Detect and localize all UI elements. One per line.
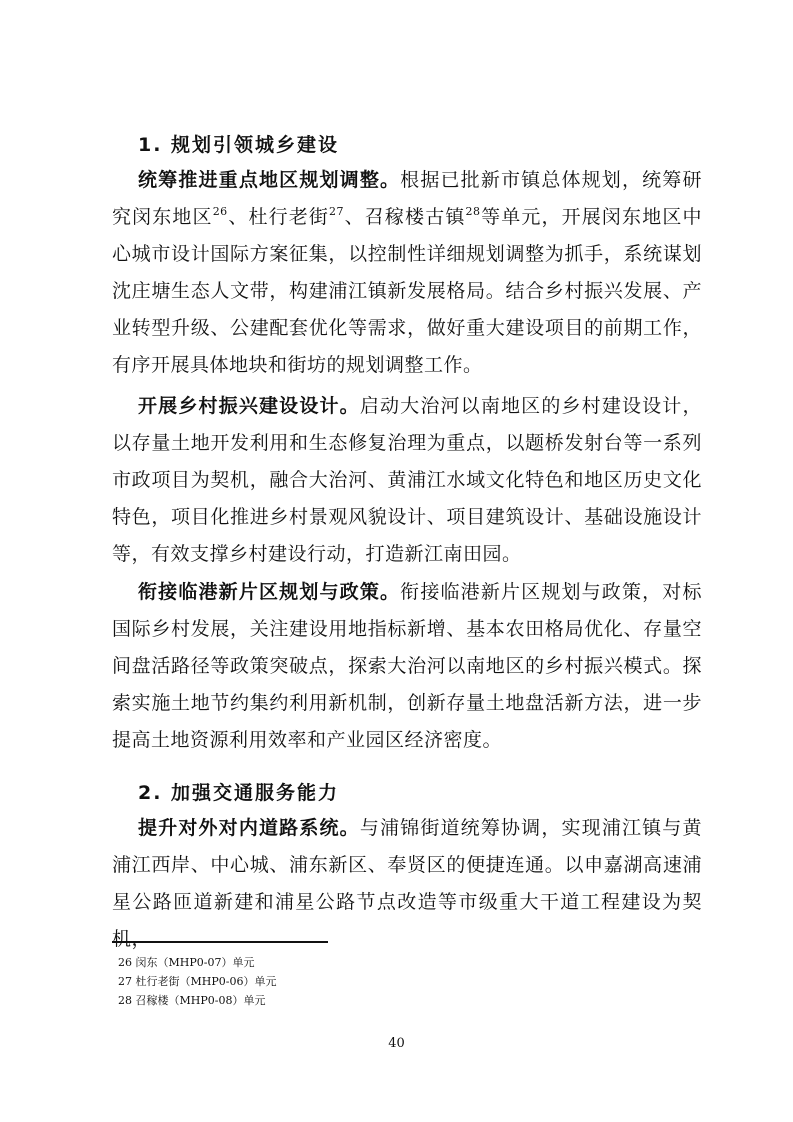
paragraph-lingang-policy (112, 574, 702, 759)
paragraph-road-system (112, 810, 702, 958)
section-heading-2: 2. 加强交通服务能力 (138, 782, 340, 804)
footnote-ref-27[interactable]: 27 (329, 205, 345, 218)
footnote-ref-26[interactable]: 26 (212, 205, 228, 218)
paragraph-text: 等单元，开展闵东地区中心城市设计国际方案征集，以控制性详细规划调整为抓手，系统谋划沈庄塘生态人文带，构建浦江镇新发展格局。结合乡村振兴发展、产业转型升级、公建配套优化等需求，做好重大建设项目的前期工作，有序开展具体地块和街坊的规划调整工作。 (112, 206, 702, 376)
paragraph-text: 衔接临港新片区规划与政策，对标国际乡村发展，关注建设用地指标新增、基本农田格局优化、存量空间盘活路径等政策突破点，探索大治河以南地区的乡村振兴模式。探索实施土地节约集约利用新机制，创新存量土地盘活新方法，进一步提高土地资源利用效率和产业园区经济密度。 (112, 581, 702, 751)
paragraph-lead: 开展乡村振兴建设设计。 (138, 395, 360, 417)
paragraph-text: 、召稼楼古镇 (344, 206, 466, 228)
paragraph-text: 根据已批新市镇总体规划，统筹研究闵东地区 (112, 169, 702, 228)
footnotes (118, 953, 276, 1010)
footnote-26: 26 闵东（MHP0-07）单元 (118, 956, 255, 969)
footnote-divider (112, 941, 328, 943)
footnote-ref-28[interactable]: 28 (465, 205, 481, 218)
paragraph-text: 、杜行老街 (227, 206, 330, 228)
paragraph-lead: 提升对外对内道路系统。 (138, 817, 360, 839)
paragraph-text: 与浦锦街道统筹协调，实现浦江镇与黄浦江西岸、中心城、浦东新区、奉贤区的便捷连通。以申嘉湖高速浦星公路匝道新建和浦星公路节点改造等市级重大干道工程建设为契机， (112, 817, 702, 950)
paragraph-planning-adjustment (112, 162, 702, 384)
footnote-28: 28 召稼楼（MHP0-08）单元 (118, 994, 266, 1007)
paragraph-lead: 衔接临港新片区规划与政策。 (138, 581, 401, 603)
paragraph-rural-design (112, 388, 702, 573)
paragraph-lead: 统筹推进重点地区规划调整。 (138, 169, 401, 191)
section-heading-1: 1. 规划引领城乡建设 (138, 134, 340, 156)
paragraph-text: 启动大治河以南地区的乡村建设设计，以存量土地开发利用和生态修复治理为重点，以题桥发射台等一系列市政项目为契机，融合大治河、黄浦江水域文化特色和地区历史文化特色，项目化推进乡村景观风貌设计、项目建筑设计、基础设施设计等，有效支撑乡村建设行动，打造新江南田园。 (112, 395, 702, 565)
page-number: 40 (388, 1036, 405, 1051)
footnote-27: 27 杜行老街（MHP0-06）单元 (118, 975, 277, 988)
